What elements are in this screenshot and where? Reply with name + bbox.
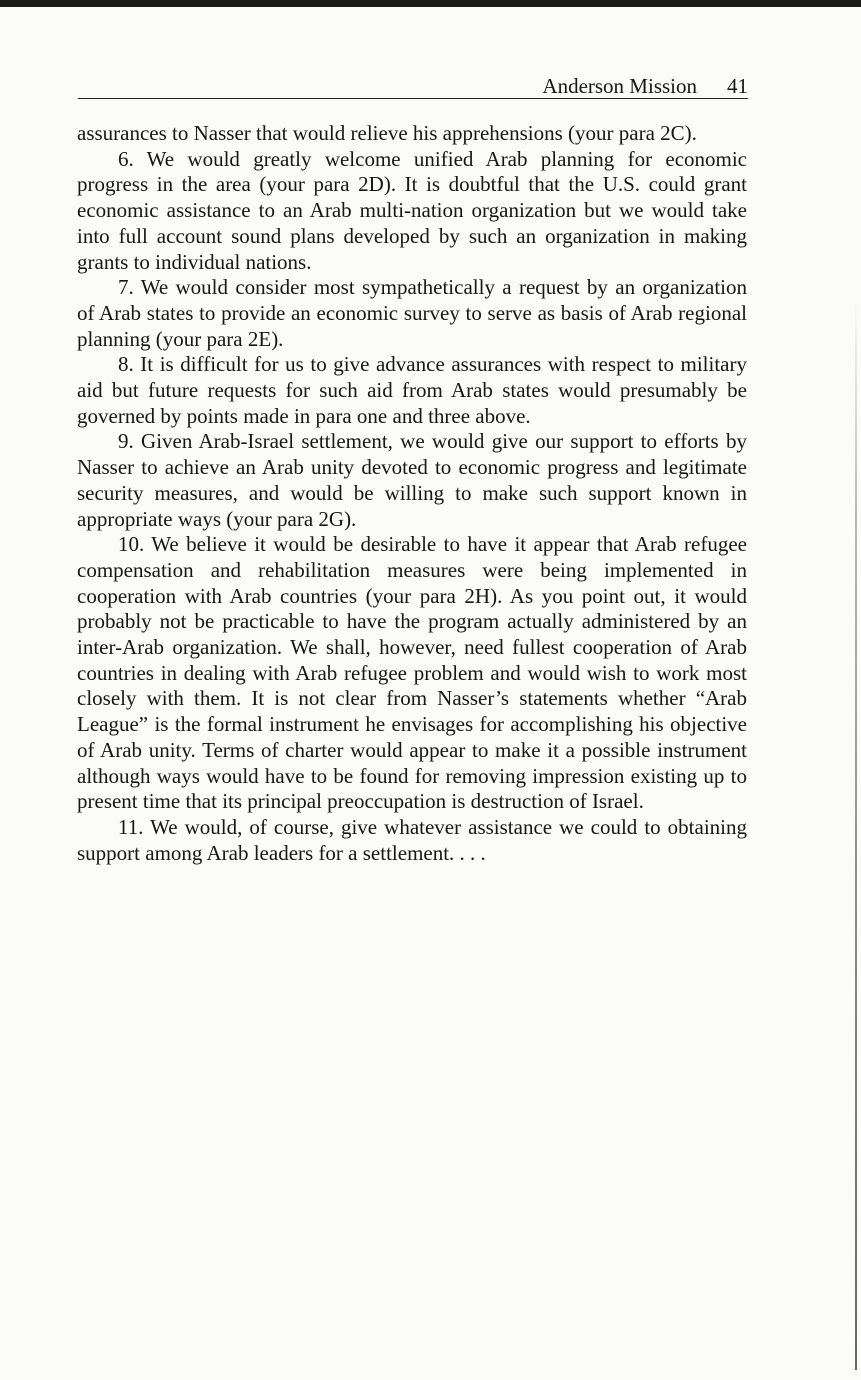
paragraph-9: 9. Given Arab-Israel settlement, we would give our support to efforts by Nasser to achieve an Arab unity devoted to economic progress and legitimate security measures, and would be willing to make such support known in appropriate ways (your para 2G). bbox=[77, 429, 747, 531]
paragraph-continued: assurances to Nasser that would relieve his apprehensions (your para 2C). bbox=[77, 121, 697, 145]
scan-right-edge bbox=[855, 300, 857, 1370]
paragraph-11: 11. We would, of course, give whatever assistance we could to obtaining support among Arab leaders for a settlement. . . . bbox=[77, 814, 747, 865]
scan-top-edge bbox=[0, 0, 861, 7]
paragraph-10: 10. We believe it would be desirable to have it appear that Arab refugee compensation and rehabilitation measures were being implemented in cooperation with Arab countries (your para 2H). As you point out, it would probably not be practicable to have the program actually administered by an inter-Arab organization. We shall, however, need fullest cooperation of Arab countries in dealing with Arab refugee problem and would wish to work most closely with them. It is not clear from Nasser’s statements whether “Arab League” is the formal instrument he envisages for accomplishing his objective of Arab unity. Terms of charter would appear to make it a possible instrument although ways would have to be found for removing impression existing up to present time that its principal preoccupation is destruction of Israel. bbox=[77, 532, 747, 814]
page-number: 41 bbox=[727, 74, 748, 98]
running-title: Anderson Mission bbox=[542, 74, 697, 98]
paragraph-8: 8. It is difficult for us to give advance assurances with respect to military aid but future requests for such aid from Arab states would presumably be governed by points made in para one and three above. bbox=[77, 352, 747, 428]
paragraph-7: 7. We would consider most sympathetically a request by an organization of Arab states to provide an economic survey to serve as basis of Arab regional planning (your para 2E). bbox=[77, 275, 747, 351]
paragraph-6: 6. We would greatly welcome unified Arab planning for economic progress in the area (your para 2D). It is doubtful that the U.S. could grant economic assistance to an Arab multi-nation organization but we would take into full account sound plans developed by such an organization in making grants to individual nations. bbox=[77, 146, 747, 274]
running-head bbox=[78, 74, 748, 99]
body-text bbox=[77, 121, 747, 866]
